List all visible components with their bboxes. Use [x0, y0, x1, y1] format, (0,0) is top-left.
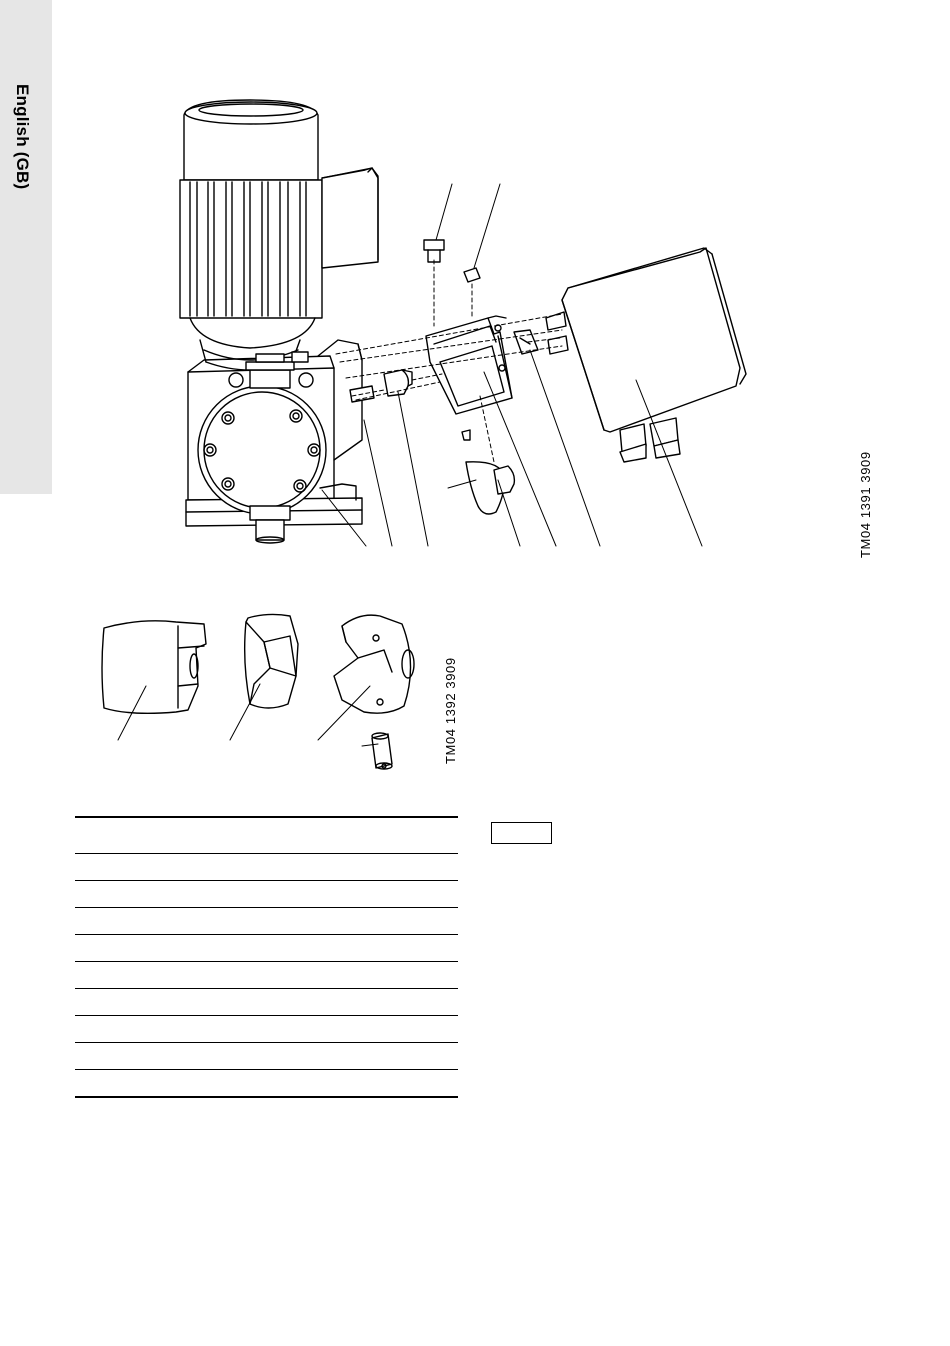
table-row [75, 907, 458, 934]
table-row [75, 853, 458, 880]
note-symbol-box [491, 822, 552, 844]
table-row [75, 1042, 458, 1069]
language-label: English (GB) [13, 84, 32, 190]
table-row [75, 1069, 458, 1096]
motor-illustration [180, 100, 378, 370]
table-row [75, 988, 458, 1015]
figure-1-drawing-code: TM04 1391 3909 [858, 451, 873, 558]
table-header-rule [75, 816, 458, 853]
control-box-illustration [562, 248, 746, 462]
table-bottom-rule [75, 1096, 458, 1098]
figure-2-drawing-code: TM04 1392 3909 [443, 657, 458, 764]
exploded-parts [384, 240, 568, 514]
table-row [75, 1015, 458, 1042]
pump-head-illustration [186, 340, 374, 543]
table-row [75, 934, 458, 961]
table-row [75, 961, 458, 988]
table-row [75, 880, 458, 907]
parts-table [75, 816, 458, 1098]
